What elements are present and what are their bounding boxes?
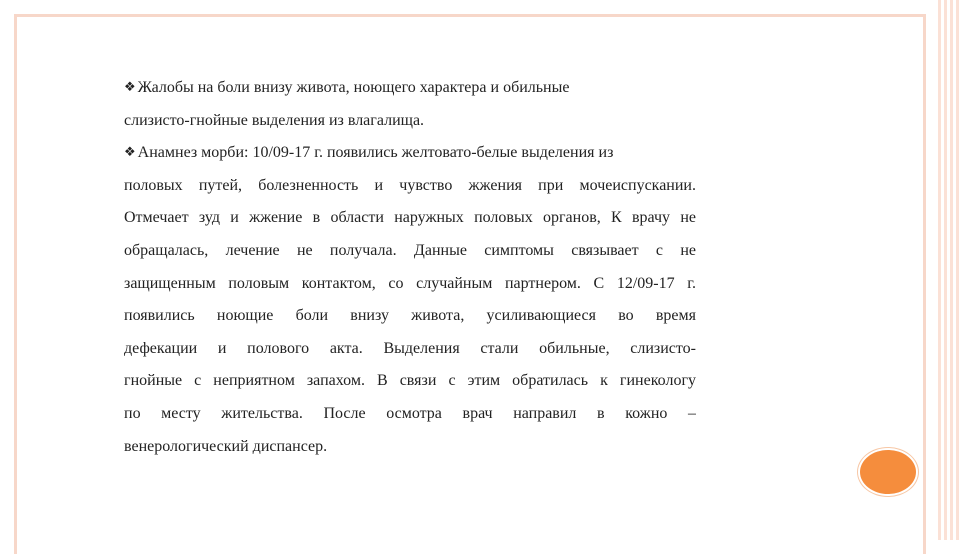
anamnesis-line-4: обращалась, лечение не получала. Данные симптомы связывает с не (124, 241, 696, 259)
complaints-line-2: слизисто-гнойные выделения из влагалища. (124, 111, 425, 129)
anamnesis-line-6: появились ноющие боли внизу живота, усиливающиеся во время (124, 307, 696, 325)
anamnesis-line-7: дефекации и полового акта. Выделения стали обильные, слизисто- (124, 339, 696, 357)
anamnesis-line-5: защищенным половым контактом, со случайным партнером. С 12/09-17 г. (124, 274, 696, 292)
slide-body-text (124, 72, 696, 463)
diamond-bullet-icon: ❖ (124, 144, 136, 160)
anamnesis-line-8: гнойные с неприятном запахом. В связи с этим обратилась к гинекологу (124, 372, 696, 390)
diamond-bullet-icon: ❖ (124, 79, 136, 94)
decorative-circle (858, 448, 918, 496)
anamnesis-line-3: Отмечает зуд и жжение в области наружных половых органов, К врачу не (124, 209, 696, 227)
anamnesis-line-2: половых путей, болезненность и чувство жжения при мочеиспускании. (124, 176, 696, 194)
anamnesis-line-9: по месту жительства. После осмотра врач направил в кожно – (124, 404, 696, 422)
decorative-stripes (938, 0, 960, 540)
anamnesis-line-1: ❖ Анамнез морби: 10/09-17 г. появились желтовато-белые выделения из (124, 144, 614, 162)
anamnesis-line-10: венерологический диспансер. (124, 437, 328, 455)
complaints-line-1: ❖ Жалобы на боли внизу живота, ноющего характера и обильные (124, 79, 570, 96)
